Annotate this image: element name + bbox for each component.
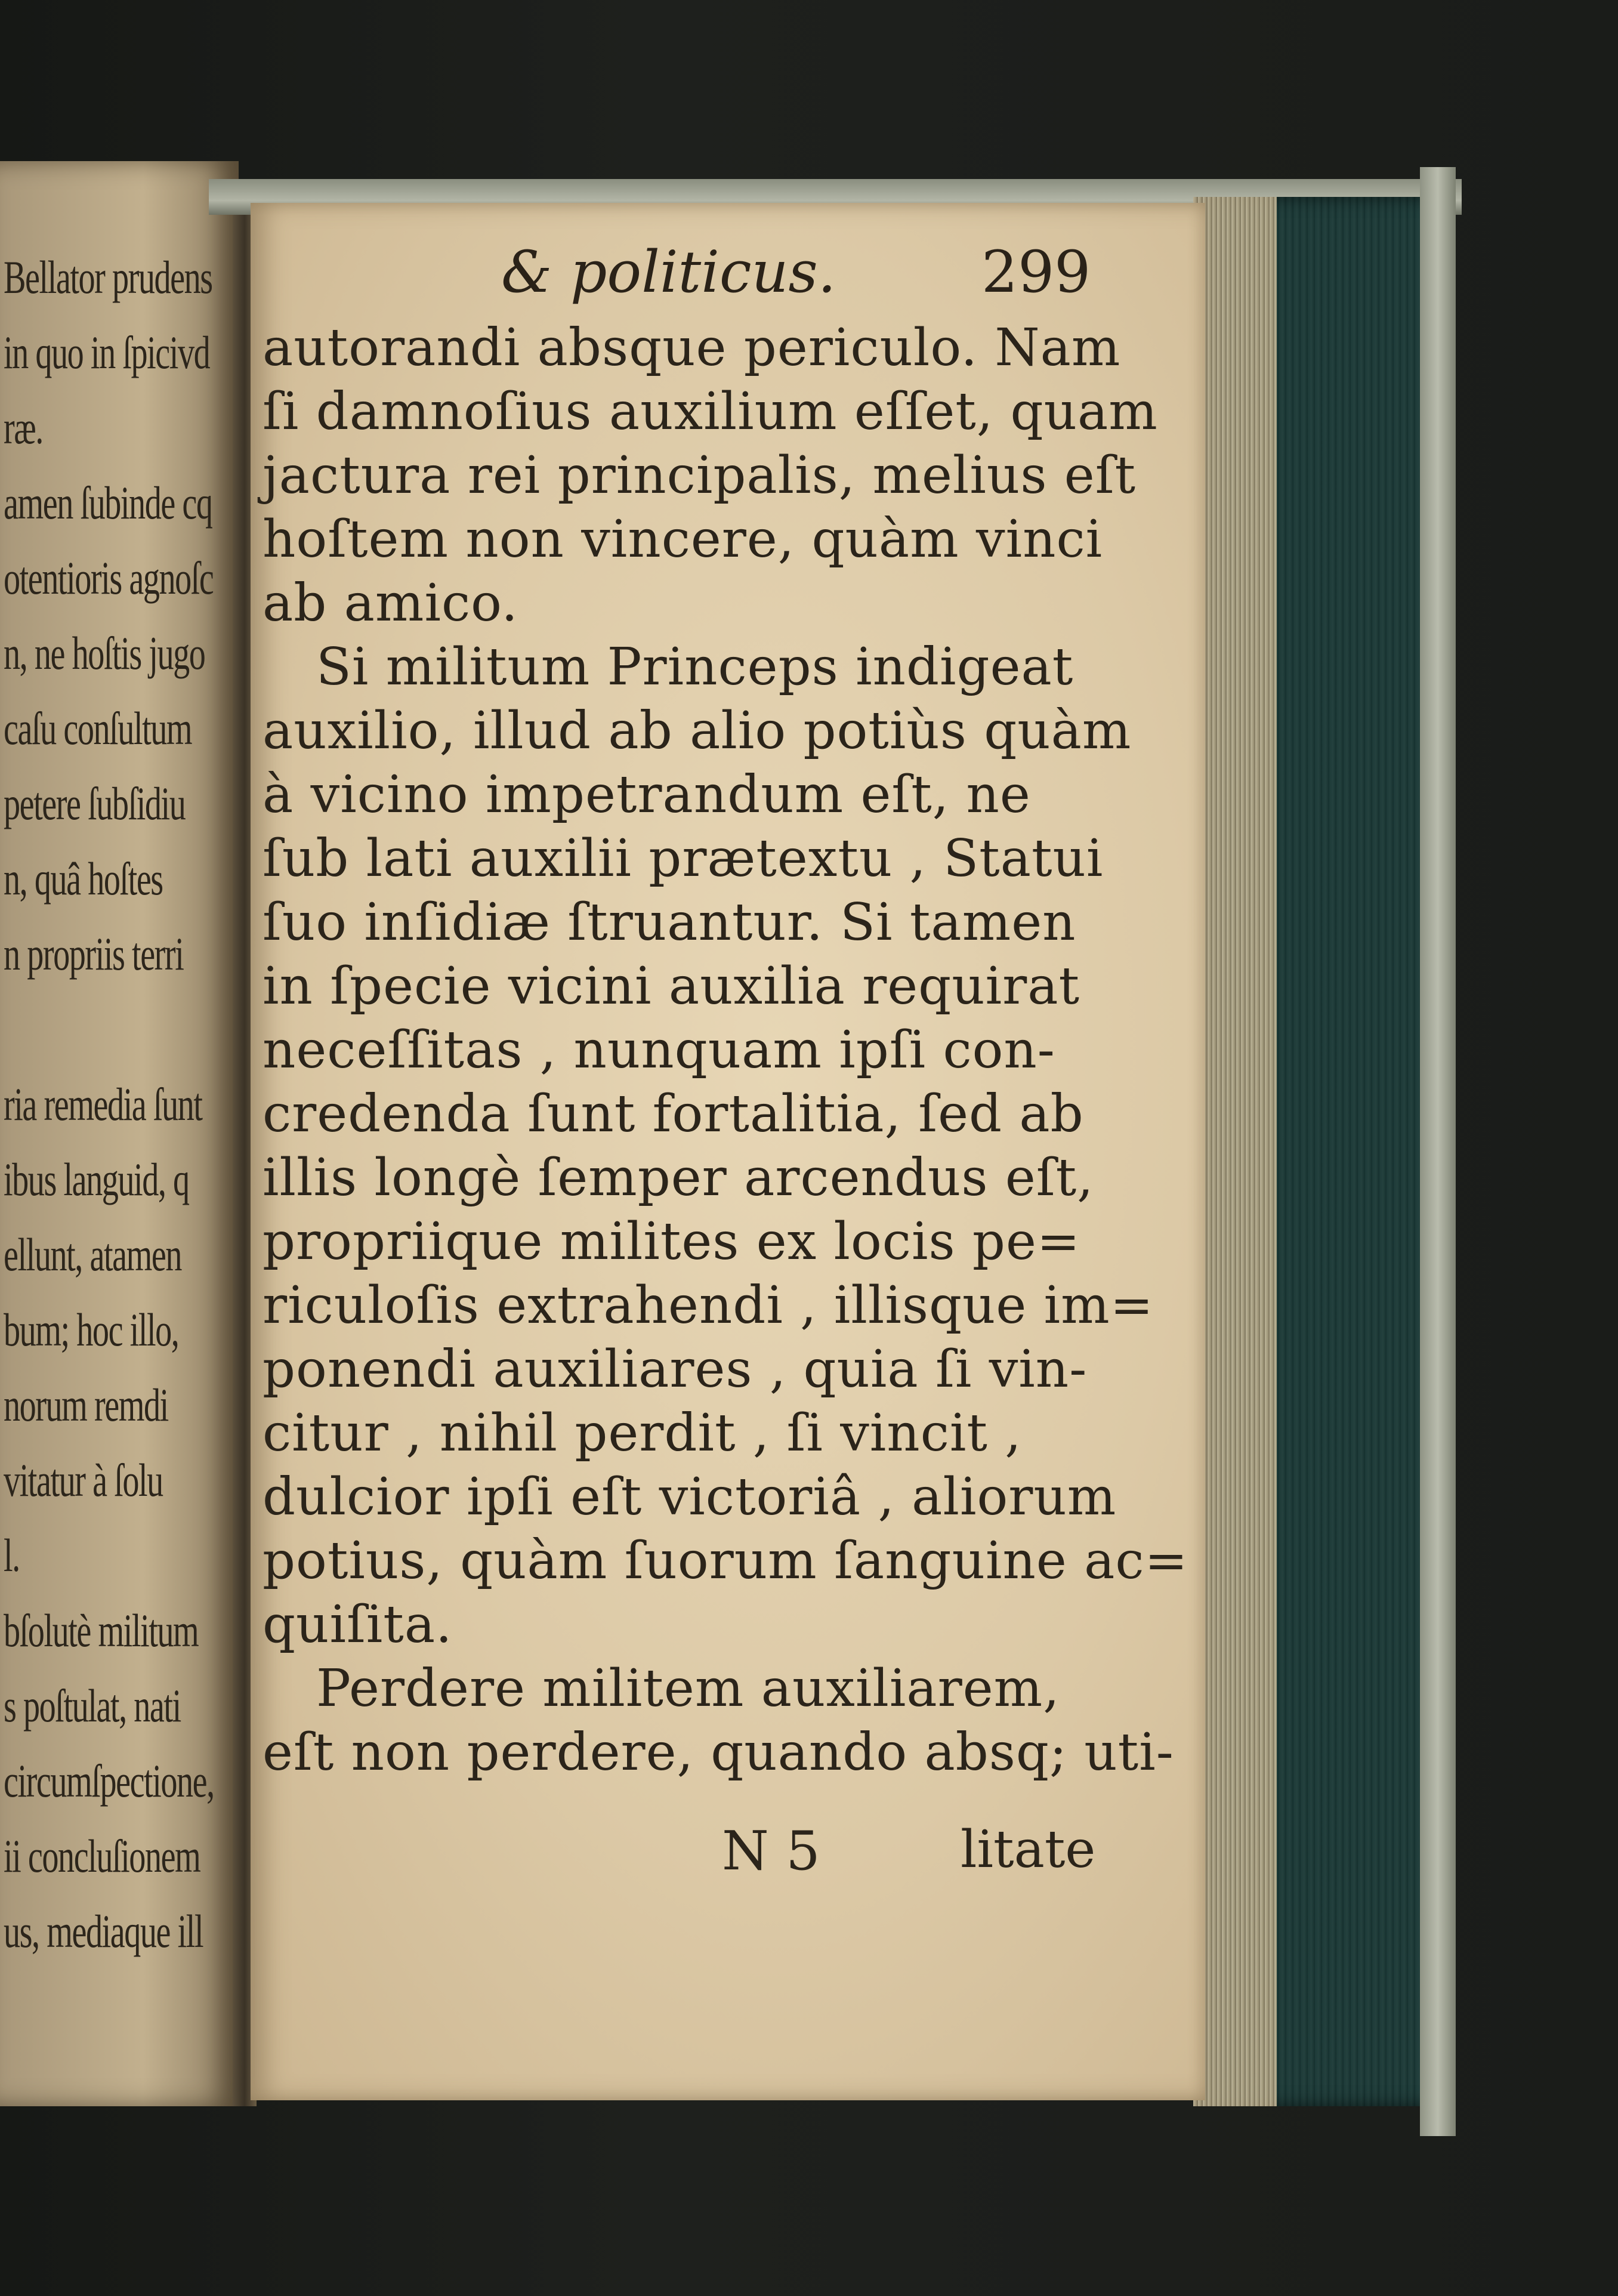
left-page-line: n propriis terri (4, 928, 184, 980)
left-page-line: otentioris agnoſc (4, 552, 214, 604)
text-line: jactura rei principalis, melius eſt (263, 446, 1137, 505)
left-page-line: caſu conſultum (4, 702, 192, 754)
left-page-line: circumſpectione, (4, 1755, 214, 1807)
text-line: ponendi auxiliares , quia ſi vin- (263, 1340, 1088, 1399)
text-line: dulcior ipſi eſt victoriâ , aliorum (263, 1467, 1117, 1527)
text-line: auxilio, illud ab alio potiùs quàm (263, 701, 1132, 761)
body-text (263, 316, 1188, 1785)
left-page-line: n, ne hoſtis jugo (4, 627, 205, 679)
signature-mark: N 5 (722, 1820, 820, 1883)
left-page-line: ellunt, atamen (4, 1229, 181, 1280)
text-line: citur , nihil perdit , ſi vincit , (263, 1403, 1022, 1463)
text-line: illis longè ſemper arcendus eſt, (263, 1148, 1094, 1208)
left-page-line: ria remedia ſunt (4, 1078, 202, 1130)
left-page-line: n, quâ hoſtes (4, 853, 163, 905)
text-line: à vicino impetrandum eſt, ne (263, 765, 1031, 825)
running-title: & politicus. (501, 239, 836, 305)
text-line: Perdere militem auxiliarem, (316, 1659, 1060, 1718)
text-line: in ſpecie vicini auxilia requirat (263, 956, 1080, 1016)
left-page-line: l. (4, 1529, 20, 1581)
left-page-line: norum remdi (4, 1379, 168, 1431)
left-page-line: ii concluſionem (4, 1830, 200, 1882)
left-page-line: in quo in ſpicivd (4, 326, 210, 378)
text-line: hoſtem non vincere, quàm vinci (263, 510, 1103, 569)
text-line: credenda ſunt fortalitia, ſed ab (263, 1084, 1084, 1144)
left-page-line: ræ. (4, 402, 43, 453)
footer-line (263, 1820, 1110, 1891)
running-head (251, 227, 1205, 310)
left-page-line: Bellator prudens (4, 251, 212, 303)
text-line: ſuo inſidiæ ſtruantur. Si tamen (263, 893, 1076, 952)
text-line: neceſſitas , nunquam ipſi con- (263, 1020, 1055, 1080)
left-page-line: ibus languid, q (4, 1153, 189, 1205)
text-line: riculoſis extrahendi , illisque im= (263, 1276, 1154, 1335)
left-page-line: vitatur à ſolu (4, 1454, 163, 1506)
text-line: ſub lati auxilii prætextu , Statui (263, 829, 1104, 888)
left-page-line: petere ſubſidiu (4, 777, 186, 829)
text-line: Si militum Princeps indigeat (316, 637, 1074, 697)
left-page (0, 161, 239, 2106)
text-line: autorandi absque periculo. Nam (263, 318, 1121, 378)
left-page-line: us, mediaque ill (4, 1905, 203, 1957)
left-page-line: bum; hoc illo, (4, 1304, 179, 1356)
page-edges (1193, 197, 1277, 2106)
left-page-line: amen ſubinde cq (4, 477, 212, 529)
book-cover-edge (1420, 167, 1456, 2136)
text-line: propriique milites ex locis pe= (263, 1212, 1080, 1272)
text-line: quiſita. (263, 1595, 453, 1655)
text-line: potius, quàm ſuorum ſanguine ac= (263, 1531, 1188, 1591)
left-page-line: bſolutè militum (4, 1604, 199, 1656)
left-page-line: s poſtulat, nati (4, 1680, 181, 1732)
text-line: ab amico. (263, 573, 518, 633)
page-number: 299 (981, 239, 1091, 305)
catchword: litate (961, 1820, 1096, 1880)
text-line: eſt non perdere, quando absq; uti- (263, 1723, 1174, 1782)
text-line: ſi damnoſius auxilium eſſet, quam (263, 382, 1158, 442)
